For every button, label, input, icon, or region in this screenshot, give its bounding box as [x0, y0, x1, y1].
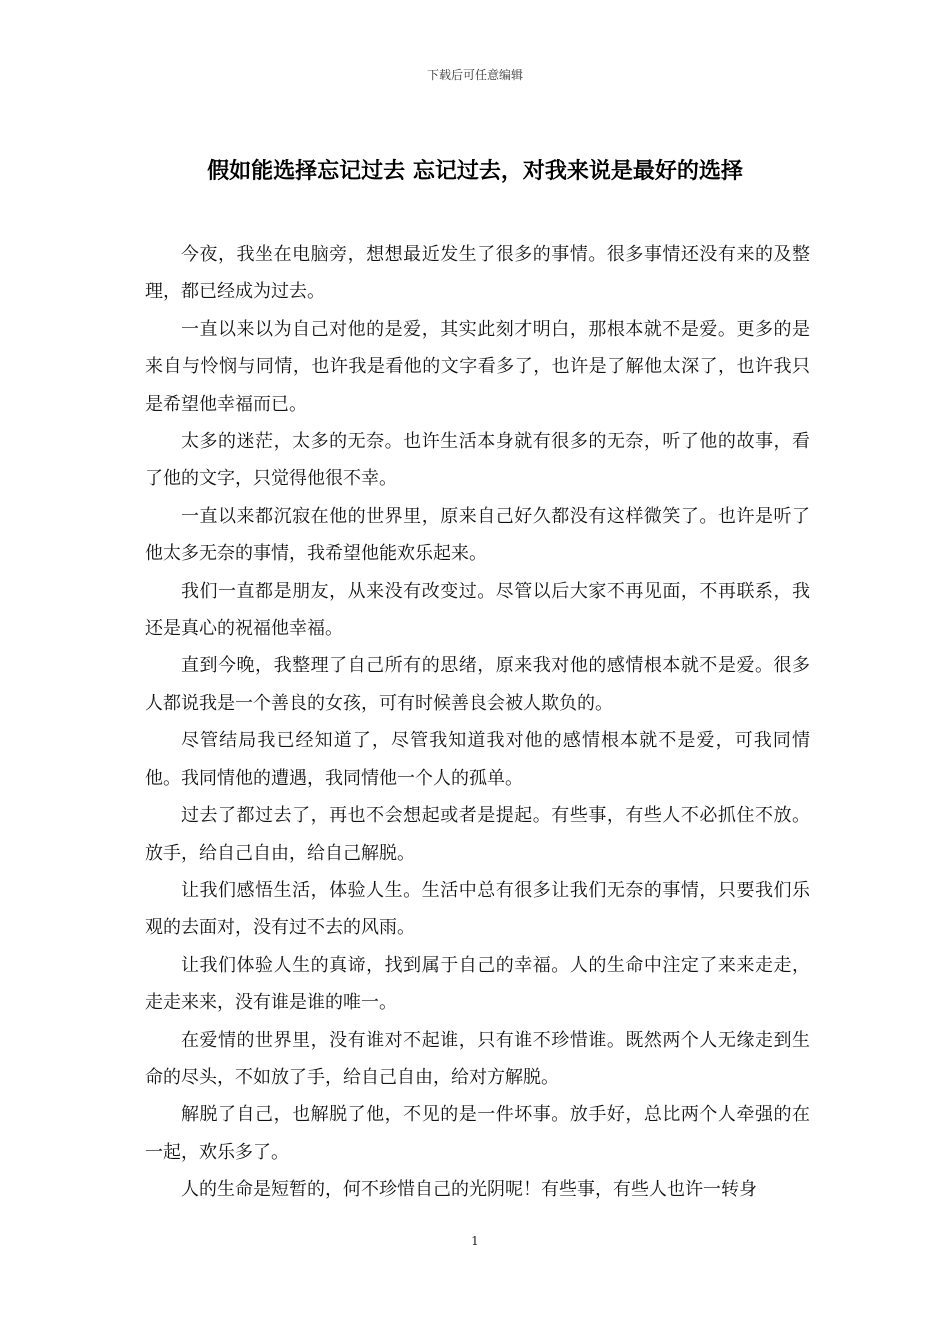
page-header: 下载后可任意编辑 — [426, 68, 523, 82]
paragraph: 一直以来以为自己对他的是爱，其实此刻才明白，那根本就不是爱。更多的是来自与怜悯与同情，也许我是看他的文字看多了，也许是了解他太深了，也许我只是希望他幸福而已。 — [145, 318, 810, 415]
document-body — [145, 236, 810, 1209]
paragraph: 解脱了自己，也解脱了他，不见的是一件坏事。放手好，总比两个人牵强的在一起，欢乐多了。 — [145, 1104, 810, 1163]
paragraph: 我们一直都是朋友，从来没有改变过。尽管以后大家不再见面，不再联系，我还是真心的祝福他幸福。 — [145, 580, 810, 640]
paragraph: 人的生命是短暂的，何不珍惜自己的光阴呢！有些事，有些人也许一转身 — [181, 1179, 757, 1201]
paragraph: 过去了都过去了，再也不会想起或者是提起。有些事，有些人不必抓住不放。放手，给自己自由，给自己解脱。 — [145, 805, 810, 864]
paragraph: 让我们体验人生的真谛，找到属于自己的幸福。人的生命中注定了来来走走，走走来来，没有谁是谁的唯一。 — [145, 954, 810, 1014]
paragraph: 在爱情的世界里，没有谁对不起谁，只有谁不珍惜谁。既然两个人无缘走到生命的尽头，不如放了手，给自己自由，给对方解脱。 — [145, 1029, 810, 1088]
document-title: 假如能选择忘记过去 忘记过去，对我来说是最好的选择 — [207, 158, 743, 184]
page-number: 1 — [471, 1234, 479, 1248]
paragraph: 让我们感悟生活，体验人生。生活中总有很多让我们无奈的事情，只要我们乐观的去面对，没有过不去的风雨。 — [145, 879, 810, 939]
paragraph: 太多的迷茫，太多的无奈。也许生活本身就有很多的无奈，听了他的故事，看了他的文字，只觉得他很不幸。 — [145, 431, 810, 490]
paragraph: 一直以来都沉寂在他的世界里，原来自己好久都没有这样微笑了。也许是听了他太多无奈的事情，我希望他能欢乐起来。 — [145, 505, 810, 565]
paragraph: 今夜，我坐在电脑旁，想想最近发生了很多的事情。很多事情还没有来的及整理，都已经成为过去。 — [145, 244, 810, 303]
paragraph: 尽管结局我已经知道了，尽管我知道我对他的感情根本就不是爱，可我同情他。我同情他的遭遇，我同情他一个人的孤单。 — [145, 730, 810, 789]
paragraph: 直到今晚，我整理了自己所有的思绪，原来我对他的感情根本就不是爱。很多人都说我是一个善良的女孩，可有时候善良会被人欺负的。 — [145, 655, 810, 714]
